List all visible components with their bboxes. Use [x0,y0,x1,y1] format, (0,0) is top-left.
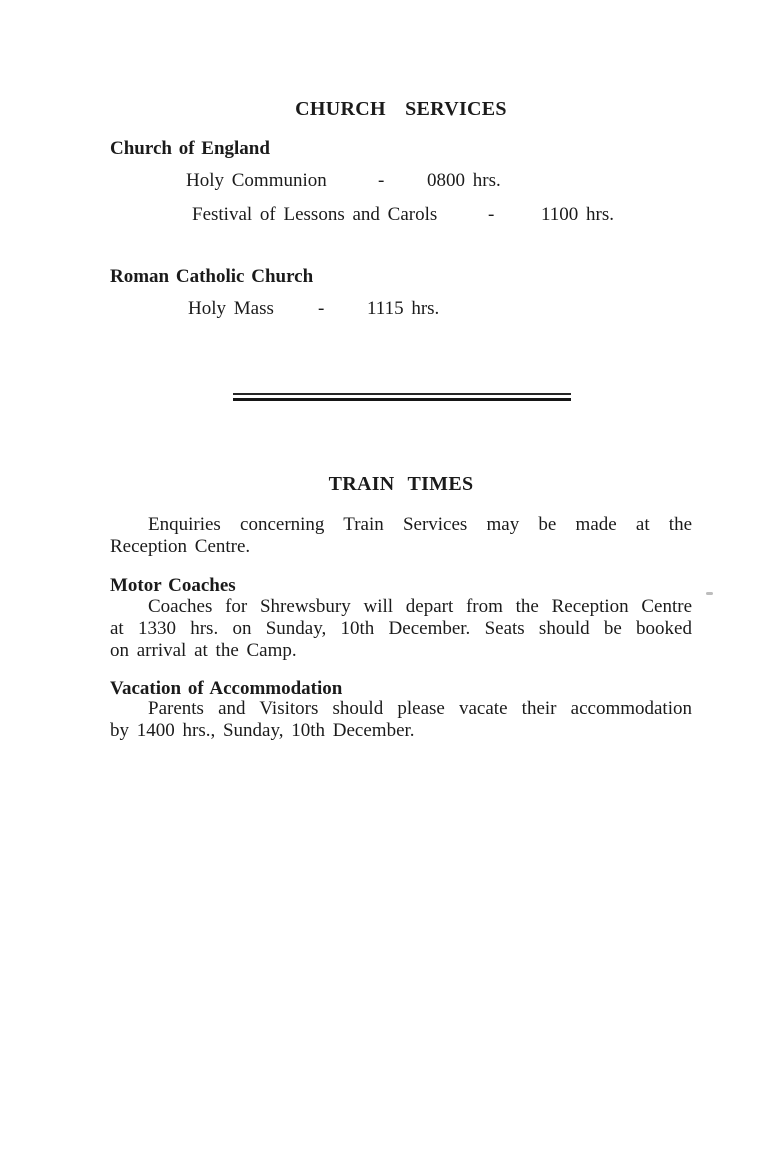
section-divider-rule [233,393,571,401]
paragraph-line: Enquiries concerning Train Services may be made at the [148,514,692,535]
scan-speck-artifact [706,592,713,595]
service-dash: - [318,298,325,319]
paragraph-line: Parents and Visitors should please vacate their accommodation [148,698,692,719]
vacation-heading: Vacation of Accommodation [110,678,343,699]
service-name: Holy Mass [188,298,274,319]
paragraph-line: on arrival at the Camp. [110,640,297,661]
intro-paragraph [110,514,692,558]
paragraph-line: Reception Centre. [110,536,251,557]
service-time: 1115 hrs. [367,298,440,319]
motor-coaches-paragraph [110,596,692,662]
service-time: 0800 hrs. [427,170,501,191]
service-name: Festival of Lessons and Carols [192,204,438,225]
church-of-england-heading: Church of England [110,138,270,159]
train-times-title: TRAIN TIMES [328,473,474,495]
church-services-title: CHURCH SERVICES [295,98,507,120]
paragraph-line: at 1330 hrs. on Sunday, 10th December. Seats should be booked [110,618,692,639]
roman-catholic-heading: Roman Catholic Church [110,266,314,287]
service-dash: - [488,204,495,225]
motor-coaches-heading: Motor Coaches [110,575,236,596]
service-dash: - [378,170,385,191]
service-name: Holy Communion [186,170,327,191]
paragraph-line: Coaches for Shrewsbury will depart from the Reception Centre [148,596,692,617]
paragraph-line: by 1400 hrs., Sunday, 10th December. [110,720,415,741]
vacation-paragraph [110,698,692,742]
service-time: 1100 hrs. [541,204,615,225]
